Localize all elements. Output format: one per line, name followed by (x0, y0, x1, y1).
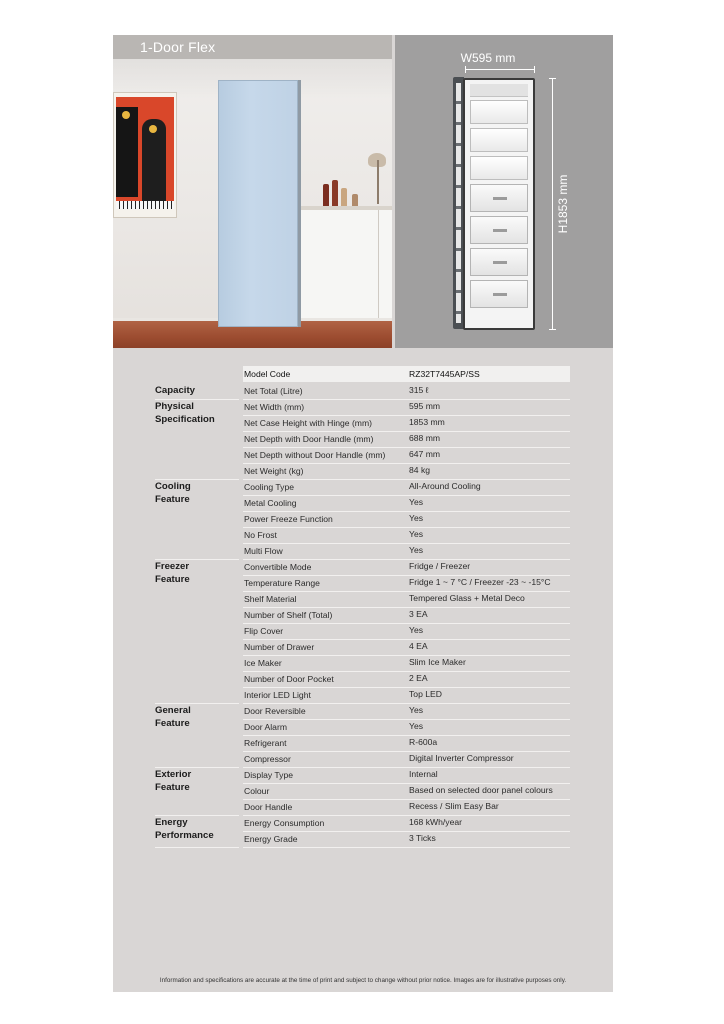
spec-label: Net Depth without Door Handle (mm) (244, 450, 386, 460)
wall-poster (113, 92, 177, 218)
drawer (470, 216, 528, 244)
spec-label: Door Alarm (244, 722, 287, 732)
category-heading-line: Feature (155, 493, 190, 505)
spec-label: Net Width (mm) (244, 402, 305, 412)
spec-value: Digital Inverter Compressor (409, 753, 514, 763)
category-divider (155, 559, 239, 560)
spec-label: Net Weight (kg) (244, 466, 304, 476)
spec-label: Flip Cover (244, 626, 284, 636)
category-divider (155, 703, 239, 704)
spec-label: Ice Maker (244, 658, 282, 668)
category-heading (155, 817, 239, 842)
spec-label: Metal Cooling (244, 498, 297, 508)
spec-label: Cooling Type (244, 482, 295, 492)
header-label: Model Code (244, 369, 291, 379)
spec-label: Compressor (244, 754, 291, 764)
bottle (352, 194, 358, 206)
spec-value: 3 Ticks (409, 833, 436, 843)
spec-value: Internal (409, 769, 438, 779)
header-value: RZ32T7445AP/SS (409, 369, 480, 379)
spec-value: 2 EA (409, 673, 428, 683)
category-heading-line: Performance (155, 829, 214, 841)
spec-label: Refrigerant (244, 738, 287, 748)
table-row (243, 768, 570, 784)
spec-value: Yes (409, 545, 424, 555)
spec-value: Based on selected door panel colours (409, 785, 553, 795)
spec-value: 1853 mm (409, 417, 445, 427)
category-heading-line: Exterior (155, 769, 192, 780)
fridge-door-panel (218, 80, 298, 327)
disclaimer: Information and specifications are accurate at the time of print and subject to change without prior notice. Images are for illustrative purposes only. (159, 977, 567, 984)
table-row (243, 656, 570, 672)
width-dimension-line (465, 69, 535, 70)
bottle (332, 180, 338, 206)
table-row (243, 592, 570, 608)
spec-value: 168 kWh/year (409, 817, 463, 827)
category-heading-line: Feature (155, 573, 190, 585)
table-row (243, 480, 570, 496)
bottle (323, 184, 329, 206)
table-row (243, 752, 570, 768)
table-row (243, 816, 570, 832)
spec-label: Number of Door Pocket (244, 674, 334, 684)
table-row (243, 672, 570, 688)
spec-value: Top LED (409, 689, 442, 699)
spec-label: Interior LED Light (244, 690, 311, 700)
drawer (470, 280, 528, 308)
height-dimension-label: H1853 mm (556, 174, 570, 234)
spec-value: Fridge / Freezer (409, 561, 471, 571)
spec-label: Display Type (244, 770, 294, 780)
category-heading (155, 385, 239, 398)
spec-label: Number of Drawer (244, 642, 315, 652)
category-heading-line: Energy (155, 817, 188, 828)
spec-value: Yes (409, 513, 424, 523)
category-divider (155, 479, 239, 480)
category-heading-line: Feature (155, 717, 190, 729)
spec-label: Multi Flow (244, 546, 283, 556)
table-row (243, 416, 570, 432)
dimension-drawing (395, 35, 613, 348)
spec-value: 3 EA (409, 609, 428, 619)
category-heading (155, 769, 239, 794)
category-heading (155, 561, 239, 586)
table-row (243, 608, 570, 624)
lifestyle-photo (113, 35, 392, 348)
table-row (243, 800, 570, 816)
product-title: 1-Door Flex (140, 39, 216, 55)
table-row (243, 528, 570, 544)
spec-label: Convertible Mode (244, 562, 312, 572)
category-divider (155, 767, 239, 768)
spec-label: Door Reversible (244, 706, 306, 716)
drawer (470, 248, 528, 276)
category-divider (155, 815, 239, 816)
spec-label: Net Depth with Door Handle (mm) (244, 434, 374, 444)
table-row (243, 544, 570, 560)
spec-label: Shelf Material (244, 594, 297, 604)
table-row (243, 560, 570, 576)
spec-label: Power Freeze Function (244, 514, 333, 524)
table-row (243, 512, 570, 528)
spec-label: Colour (244, 786, 270, 796)
spec-value: Yes (409, 705, 424, 715)
table-row (243, 736, 570, 752)
category-heading-line: General (155, 705, 191, 716)
category-divider (155, 847, 239, 848)
shelf (470, 128, 528, 152)
height-dimension-line (552, 78, 553, 330)
spec-label: Temperature Range (244, 578, 320, 588)
spec-label: Net Case Height with Hinge (mm) (244, 418, 372, 428)
shelf (470, 100, 528, 124)
spec-value: Slim Ice Maker (409, 657, 466, 667)
spec-label: Energy Consumption (244, 818, 325, 828)
category-heading-line: Specification (155, 413, 215, 425)
spec-value: 4 EA (409, 641, 428, 651)
spec-value: Recess / Slim Easy Bar (409, 801, 499, 811)
spec-value: Yes (409, 497, 424, 507)
spec-value: Yes (409, 625, 424, 635)
spec-value: Yes (409, 529, 424, 539)
category-heading (155, 481, 239, 506)
category-divider (155, 399, 239, 400)
table-row (243, 576, 570, 592)
category-heading-line: Physical (155, 401, 194, 412)
spec-value: R-600a (409, 737, 438, 747)
table-row (243, 704, 570, 720)
table-row (243, 400, 570, 416)
spec-value: 84 kg (409, 465, 431, 475)
spec-label: Number of Shelf (Total) (244, 610, 333, 620)
table-row (243, 832, 570, 848)
table-row (243, 464, 570, 480)
spec-value: 315 ℓ (409, 385, 429, 395)
width-dimension-label: W595 mm (460, 51, 516, 65)
spec-value: 688 mm (409, 433, 441, 443)
table-row (243, 624, 570, 640)
category-heading-line: Feature (155, 781, 190, 793)
category-heading (155, 401, 239, 426)
shelf (470, 156, 528, 180)
spec-value: Tempered Glass + Metal Deco (409, 593, 525, 603)
spec-label: Energy Grade (244, 834, 298, 844)
table-row (243, 640, 570, 656)
table-row (243, 448, 570, 464)
drawer (470, 184, 528, 212)
table-header (243, 366, 570, 382)
spec-value: Yes (409, 721, 424, 731)
spec-label: Net Total (Litre) (244, 386, 303, 396)
category-heading (155, 705, 239, 730)
spec-value: 595 mm (409, 401, 441, 411)
table-row (243, 496, 570, 512)
kitchen-cabinet (301, 206, 392, 327)
table-row (243, 720, 570, 736)
table-row (243, 432, 570, 448)
fridge-interior (463, 78, 535, 330)
table-row (243, 384, 570, 400)
table-row (243, 784, 570, 800)
spec-label: Door Handle (244, 802, 293, 812)
bottle (341, 188, 347, 206)
category-heading-line: Cooling (155, 481, 191, 492)
spec-value: 647 mm (409, 449, 441, 459)
category-heading-line: Freezer (155, 561, 190, 572)
table-row (243, 688, 570, 704)
spec-label: No Frost (244, 530, 277, 540)
spec-value: Fridge 1 ~ 7 °C / Freezer -23 ~ -15°C (409, 577, 551, 587)
spec-value: All-Around Cooling (409, 481, 481, 491)
category-heading-line: Capacity (155, 385, 195, 396)
